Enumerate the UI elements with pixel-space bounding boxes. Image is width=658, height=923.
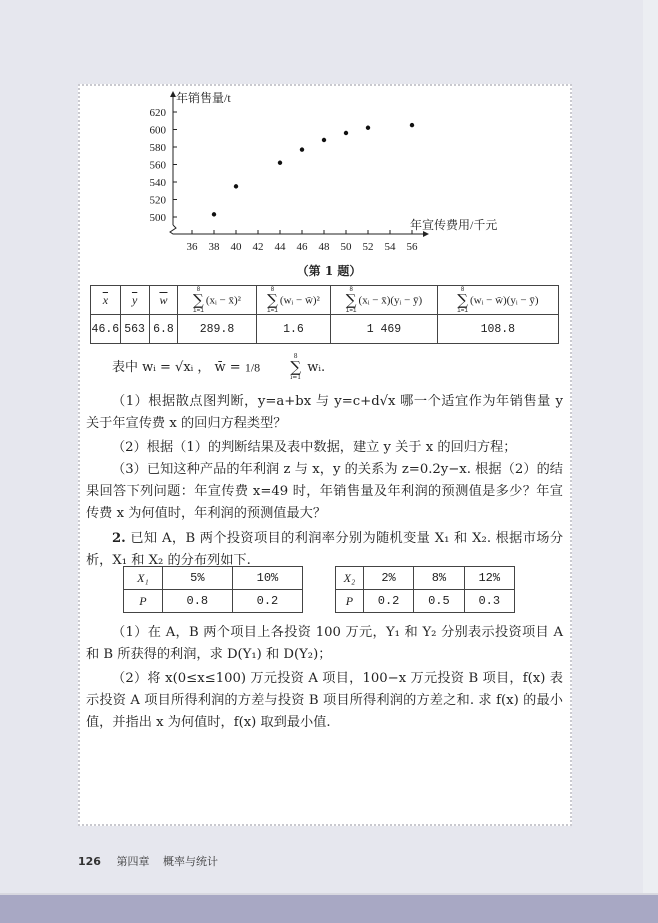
column-header: 8 ∑ i=1 (wᵢ − w̄)² — [256, 286, 331, 315]
distribution-table-x1 — [123, 566, 303, 613]
table-cell: 563 — [120, 315, 149, 344]
page-footer — [78, 853, 218, 869]
table-cell: X₂ — [336, 567, 364, 590]
y-tick-label: 540 — [149, 177, 166, 189]
y-tick-label: 580 — [149, 142, 166, 154]
table-cell: 8% — [414, 567, 464, 590]
table-cell: 0.8 — [162, 590, 232, 613]
table-cell: P — [336, 590, 364, 613]
question-2-part-2: （2）将 x(0≤x≤100) 万元投资 A 项目，100−x 万元投资 B 项目，f(x) 表示投资 A 项目所得利润的方差与投资 B 项目所得利润的方差之和. 求 f(x) 的最小值，并指出 x 为何值时，f(x) 取到最小值. — [86, 671, 563, 730]
data-point — [300, 147, 304, 151]
column-header: 8 ∑ i=1 (xᵢ − x̄)² — [178, 286, 256, 315]
table-cell: 0.3 — [464, 590, 514, 613]
column-header: 8 ∑ i=1 (wᵢ − w̄)(yᵢ − ȳ) — [437, 286, 558, 315]
data-point — [278, 161, 282, 165]
x-tick-label: 38 — [208, 241, 220, 253]
axis-break — [170, 225, 185, 234]
y-tick-label: 560 — [149, 159, 166, 172]
data-point — [234, 184, 238, 188]
table-cell: 0.2 — [363, 590, 413, 613]
table-cell: 6.8 — [149, 315, 178, 344]
table-header-row — [91, 286, 559, 315]
note-text: 表中 wᵢ = √xᵢ ， w̄ = — [112, 360, 245, 375]
data-point — [344, 131, 348, 135]
x-tick-label: 56 — [406, 241, 418, 253]
table-row — [336, 567, 515, 590]
table-cell: 2% — [363, 567, 413, 590]
y-tick-label: 600 — [149, 124, 166, 137]
figure-caption: （第 1 题） — [296, 264, 362, 278]
column-header: $\overline{x}$ — [91, 286, 121, 315]
page-number: 126 — [78, 855, 101, 868]
x-tick-label: 42 — [252, 241, 264, 253]
scatter-chart — [0, 0, 658, 262]
chapter-number: 第四章 — [116, 855, 150, 868]
table-cell: 12% — [464, 567, 514, 590]
column-header: $\overline{y}$ — [120, 286, 149, 315]
y-axis-label: 年销售量/t — [176, 91, 231, 105]
x-tick-label: 36 — [186, 241, 198, 253]
bottom-band — [0, 893, 658, 923]
x-tick-label: 46 — [296, 241, 308, 253]
table-cell: 5% — [162, 567, 232, 590]
table-note — [86, 354, 563, 381]
data-point — [366, 126, 370, 130]
data-point — [212, 212, 216, 216]
table-row — [336, 590, 515, 613]
question-2-part-1: （1）在 A，B 两个项目上各投资 100 万元，Y₁ 和 Y₂ 分别表示投资项目 A 和 B 所获得的利润，求 D(Y₁) 和 D(Y₂)； — [86, 625, 563, 662]
distribution-table-x2 — [335, 566, 515, 613]
x-tick-label: 54 — [384, 241, 396, 253]
y-tick-label: 520 — [149, 194, 166, 207]
table-row — [124, 567, 303, 590]
table-cell: X₁ — [124, 567, 163, 590]
chapter-title: 概率与统计 — [162, 855, 218, 868]
x-tick-label: 48 — [318, 241, 330, 253]
statistics-table — [90, 285, 559, 344]
y-tick-label: 500 — [149, 212, 166, 224]
table-cell: 108.8 — [437, 315, 558, 344]
table-cell: 10% — [232, 567, 302, 590]
table-cell: 0.2 — [232, 590, 302, 613]
x-tick-label: 50 — [340, 241, 352, 253]
table-cell: 46.6 — [91, 315, 121, 344]
column-header: 8 ∑ i=1 (xᵢ − x̄)(yᵢ − ȳ) — [331, 286, 437, 315]
data-point — [322, 138, 326, 142]
table-cell: 1 469 — [331, 315, 437, 344]
x-tick-label: 40 — [230, 241, 242, 253]
data-point — [410, 123, 414, 127]
table-cell: 0.5 — [414, 590, 464, 613]
table-cell: 289.8 — [178, 315, 256, 344]
question-1-part-2: （2）根据（1）的判断结果及表中数据，建立 y 关于 x 的回归方程； — [112, 440, 517, 455]
summation: 8 ∑ i=1 — [290, 353, 302, 381]
table-row — [124, 590, 303, 613]
table-cell: 1.6 — [256, 315, 331, 344]
question-1-part-1: （1）根据散点图判断，y=a+bx 与 y=c+d√x 哪一个适宜作为年销售量 y 关于年宣传费 x 的回归方程类型？ — [86, 394, 563, 431]
table-cell: P — [124, 590, 163, 613]
table-row — [91, 315, 559, 344]
question-1-part-3: （3）已知这种产品的年利润 z 与 x，y 的关系为 z=0.2y−x. 根据（2）的结果回答下列问题：年宣传费 x=49 时，年销售量及年利润的预测值是多少？年宣传费 x 为何值时，年利润的预测值最大？ — [86, 462, 563, 521]
note-suffix: wᵢ. — [307, 360, 326, 375]
question-text: 已知 A，B 两个投资项目的利润率分别为随机变量 X₁ 和 X₂. 根据市场分析，X₁ 和 X₂ 的分布列如下. — [86, 531, 564, 568]
question-number: 2. — [112, 531, 126, 546]
fraction: 1/8 — [244, 360, 261, 375]
y-tick-label: 620 — [149, 107, 166, 119]
x-tick-label: 52 — [362, 241, 374, 253]
x-axis-label: 年宣传费用/千元 — [410, 218, 498, 232]
column-header: $\overline{w}$ — [149, 286, 178, 315]
x-tick-label: 44 — [274, 241, 286, 253]
